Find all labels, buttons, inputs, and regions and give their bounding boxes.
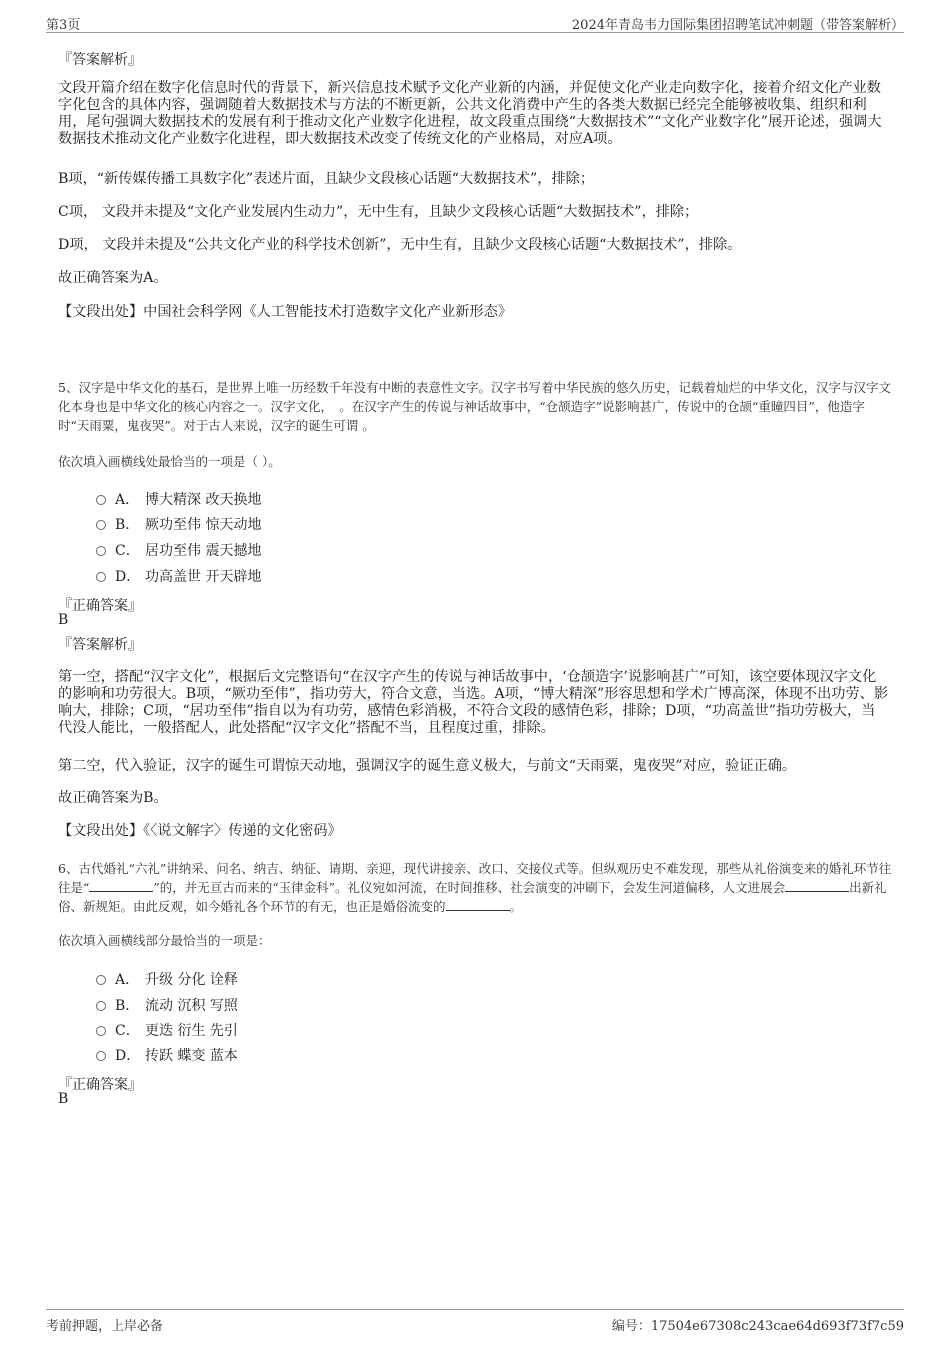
q5-option-b[interactable]: B． 厥功至伟 惊天动地 [96, 514, 261, 534]
q6-option-c[interactable]: C． 更迭 衍生 先引 [96, 1020, 238, 1040]
q6-option-d[interactable]: D． 抟跃 蝶变 蓝本 [96, 1045, 238, 1065]
q5-analysis-second-blank: 第二空，代入验证，汉字的诞生可谓惊天动地，强调汉字的诞生意义极大，与前文“天雨粟，鬼夜哭”对应，验证正确。 [58, 758, 797, 774]
q6-answer: B [58, 1091, 69, 1107]
q6-stem: 6、古代婚礼“六礼”讲纳采、问名、纳吉、纳征、请期、亲迎，现代讲接亲、改口、交接仪式等。但纵观历史不难发现，那些从礼俗演变来的婚礼环节往往是“ ”的，并无亘古而来的“玉律金科”。礼仪宛如河流，在时间推移、社会演变的冲刷下，会发生河道偏移，人文进展会 出新礼俗、新规矩。由此反观，如今婚礼各个环节的有无，也正是婚俗流变的 。 [58, 861, 892, 914]
radio-icon[interactable] [96, 546, 106, 556]
q4-analysis-paragraph: 文段开篇介绍在数字化信息时代的背景下，新兴信息技术赋予文化产业新的内涵，并促使文化产业走向数字化，接着介绍文化产业数字化包含的具体内容，强调随着大数据技术与方法的不断更新，公共文化消费中产生的各类大数据已经完全能够被收集、组织和利用，尾句强调大数据技术的发展有利于推动文化产业数字化进程，故文段重点围绕“大数据技术”“文化产业数字化”展开论述，强调大数据技术推动文化产业数字化进程，即大数据技术改变了传统文化的产业格局，对应A项。 [58, 80, 882, 147]
q4-option-d-analysis: D项， 文段并未提及“公共文化产业的科学技术创新”，无中生有，且缺少文段核心话题“大数据技术”，排除。 [58, 237, 742, 253]
page-header [46, 12, 904, 33]
q6-answer-label: 『正确答案』 [58, 1077, 142, 1093]
page-footer [46, 1309, 904, 1334]
q5-option-a[interactable]: A． 博大精深 改天换地 [96, 489, 261, 509]
radio-icon[interactable] [96, 495, 106, 505]
radio-icon[interactable] [96, 975, 106, 985]
q5-analysis-label: 『答案解析』 [58, 637, 142, 653]
q4-option-c-analysis: C项， 文段并未提及“文化产业发展内生动力”，无中生有，且缺少文段核心话题“大数据技术”，排除； [58, 204, 699, 220]
q5-option-d[interactable]: D． 功高盖世 开天辟地 [96, 566, 261, 586]
q4-source: 【文段出处】中国社会科学网《人工智能技术打造数字文化产业新形态》 [58, 304, 513, 320]
page-number: 第3页 [46, 18, 81, 33]
document-id: 编号：17504e67308c243cae64d693f73f7c59 [611, 1319, 904, 1334]
q5-option-c[interactable]: C． 居功至伟 震天撼地 [96, 540, 261, 560]
q4-analysis-label: 『答案解析』 [58, 52, 142, 68]
document-title: 2024年青岛韦力国际集团招聘笔试冲刺题（带答案解析） [571, 18, 904, 33]
q6-option-a[interactable]: A． 升级 分化 诠释 [96, 969, 238, 989]
radio-icon[interactable] [96, 1051, 106, 1061]
q5-conclusion: 故正确答案为B。 [58, 790, 168, 806]
radio-icon[interactable] [96, 520, 106, 530]
q5-source: 【文段出处】《〈说文解字〉传递的文化密码》 [58, 823, 342, 839]
q5-instruction: 依次填入画横线处最恰当的一项是（ ）。 [58, 454, 281, 469]
q5-stem: 5、汉字是中华文化的基石，是世界上唯一历经数千年没有中断的表意性文字。汉字书写着中华民族的悠久历史，记载着灿烂的中华文化，汉字与汉字文化本身也是中华文化的核心内容之一。汉字文化， 。在汉字产生的传说与神话故事中，“仓颉造字”说影响甚广，传说中的仓颉“重瞳四目”，他造字时“天雨粟，鬼夜哭”。对于古人来说，汉字的诞生可谓 。 [58, 380, 891, 433]
radio-icon[interactable] [96, 1001, 106, 1011]
radio-icon[interactable] [96, 1026, 106, 1036]
footer-slogan: 考前押题，上岸必备 [46, 1319, 164, 1334]
radio-icon[interactable] [96, 572, 106, 582]
q4-conclusion: 故正确答案为A。 [58, 270, 168, 286]
blank-line [89, 880, 153, 892]
q4-option-b-analysis: B项，“新传媒传播工具数字化”表述片面，且缺少文段核心话题“大数据技术”，排除； [58, 171, 595, 187]
q5-answer: B [58, 612, 69, 628]
blank-line [446, 899, 510, 911]
blank-line [785, 880, 849, 892]
q5-answer-label: 『正确答案』 [58, 598, 142, 614]
q5-analysis-first-blank: 第一空，搭配“汉字文化”，根据后文完整语句“在汉字产生的传说与神话故事中，‘仓颉造字’说影响甚广”可知，该空要体现汉字文化的影响和功劳很大。B项，“厥功至伟”，指功劳大，符合文意，当选。A项，“博大精深”形容思想和学术广博高深，体现不出功劳、影响大，排除；C项，“居功至伟”指自以为有功劳，感情色彩消极，不符合文段的感情色彩，排除；D项，“功高盖世”指功劳极大，当代没人能比，一般搭配人，此处搭配“汉字文化”搭配不当，且程度过重，排除。 [58, 669, 889, 736]
q6-instruction: 依次填入画横线部分最恰当的一项是： [58, 933, 271, 948]
q6-option-b[interactable]: B． 流动 沉积 写照 [96, 995, 238, 1015]
